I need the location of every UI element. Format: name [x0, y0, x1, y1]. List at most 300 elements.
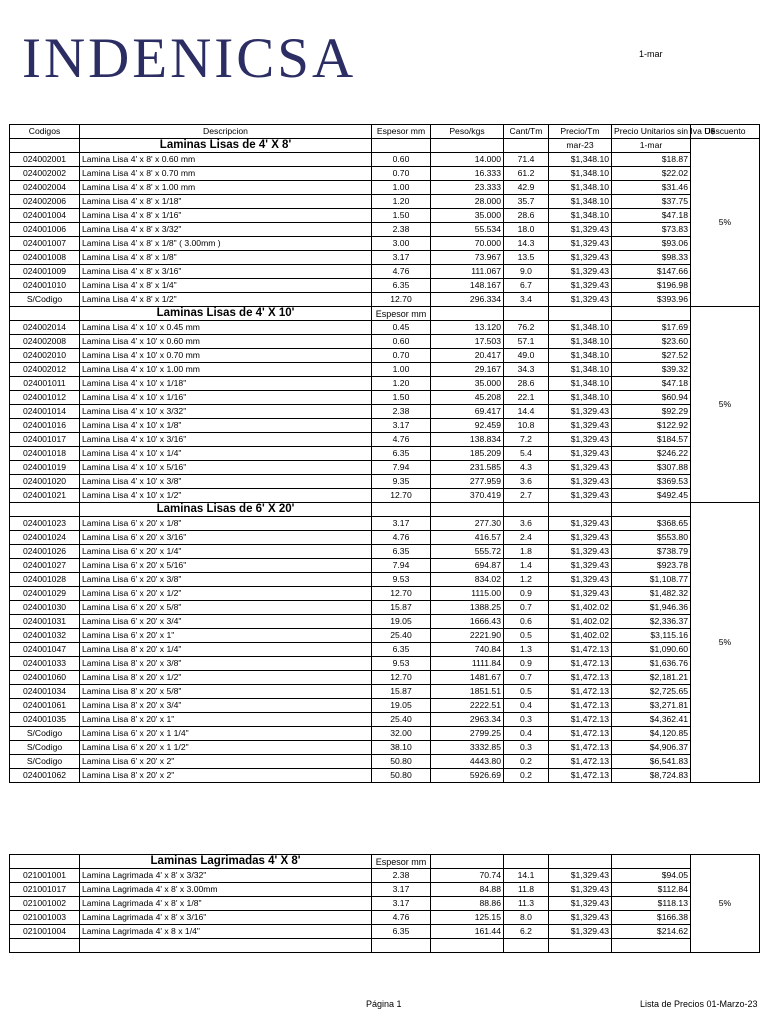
row-code: 024001019: [10, 461, 80, 475]
row-precio-unit: $73.83: [612, 223, 691, 237]
row-espesor: 3.17: [372, 883, 431, 897]
row-code: 024001026: [10, 545, 80, 559]
row-precio-unit: $118.13: [612, 897, 691, 911]
row-precio-unit: $1,636.76: [612, 657, 691, 671]
row-description: Lamina Lisa 6' x 20' x 1": [80, 629, 372, 643]
row-peso: 29.167: [431, 363, 504, 377]
row-peso: 20.417: [431, 349, 504, 363]
row-precio-unit: $4,362.41: [612, 713, 691, 727]
row-espesor: 25.40: [372, 629, 431, 643]
row-description: Lamina Lisa 6' x 20' x 2": [80, 755, 372, 769]
row-precio-unit: $4,120.85: [612, 727, 691, 741]
header-descuento: Descuento: [691, 125, 760, 139]
row-cant: 1.2: [504, 573, 549, 587]
table-row: [10, 237, 760, 251]
row-precio-unit: $166.38: [612, 911, 691, 925]
row-code: S/Codigo: [10, 727, 80, 741]
row-precio-tm: $1,348.10: [549, 195, 612, 209]
row-precio-tm: $1,402.02: [549, 629, 612, 643]
section-peso-empty: [431, 307, 504, 321]
row-precio-tm: $1,402.02: [549, 615, 612, 629]
row-espesor: 32.00: [372, 727, 431, 741]
row-peso: 1111.84: [431, 657, 504, 671]
table-row: [10, 727, 760, 741]
row-description: Lamina Lisa 4' x 8' x 1/16": [80, 209, 372, 223]
row-code: 024001011: [10, 377, 80, 391]
row-precio-tm: $1,348.10: [549, 377, 612, 391]
row-precio-unit: $92.29: [612, 405, 691, 419]
row-espesor: 7.94: [372, 461, 431, 475]
row-peso: 138.834: [431, 433, 504, 447]
row-precio-tm: $1,472.13: [549, 755, 612, 769]
row-code: 024002014: [10, 321, 80, 335]
row-peso: 161.44: [431, 925, 504, 939]
row-code: 024001006: [10, 223, 80, 237]
footer-page-number: Página 1: [366, 999, 402, 1009]
section-title: Laminas Lisas de 4' X 8': [80, 139, 372, 153]
table-row: [10, 391, 760, 405]
row-cant: 0.4: [504, 699, 549, 713]
row-code: 024001009: [10, 265, 80, 279]
table-row: [10, 167, 760, 181]
row-precio-unit: $1,946.36: [612, 601, 691, 615]
row-peso: 1115.00: [431, 587, 504, 601]
row-precio-unit: $112.84: [612, 883, 691, 897]
row-espesor: 6.35: [372, 447, 431, 461]
row-description: Lamina Lagrimada 4' x 8' x 3/32": [80, 869, 372, 883]
table-row: [10, 699, 760, 713]
row-code: 024001020: [10, 475, 80, 489]
row-cant: 0.6: [504, 615, 549, 629]
row-espesor: 3.17: [372, 419, 431, 433]
row-precio-unit: $1,108.77: [612, 573, 691, 587]
row-cant: 0.2: [504, 755, 549, 769]
row-espesor: 12.70: [372, 489, 431, 503]
row-precio-tm: $1,329.43: [549, 559, 612, 573]
row-code: 024001062: [10, 769, 80, 783]
row-peso: 5926.69: [431, 769, 504, 783]
table-row: [10, 869, 760, 883]
row-precio-unit: $393.96: [612, 293, 691, 307]
row-precio-unit: $17.69: [612, 321, 691, 335]
section-discount: 5%: [691, 503, 760, 783]
header-codigos: Codigos: [10, 125, 80, 139]
row-peso: 1481.67: [431, 671, 504, 685]
section-cant-empty: [504, 503, 549, 517]
row-peso: 35.000: [431, 377, 504, 391]
section-code-empty: [10, 139, 80, 153]
header-peso: Peso/kgs: [431, 125, 504, 139]
row-precio-unit: $27.52: [612, 349, 691, 363]
row-description: Lamina Lisa 4' x 10' x 1/2": [80, 489, 372, 503]
row-cant: 6.2: [504, 925, 549, 939]
blank-cell: [549, 939, 612, 953]
row-code: 024001017: [10, 433, 80, 447]
row-description: Lamina Lisa 4' x 10' x 0.45 mm: [80, 321, 372, 335]
row-espesor: 9.35: [372, 475, 431, 489]
row-code: 024001004: [10, 209, 80, 223]
row-precio-unit: $3,271.81: [612, 699, 691, 713]
row-espesor: 4.76: [372, 433, 431, 447]
row-description: Lamina Lisa 8' x 20' x 3/4": [80, 699, 372, 713]
row-precio-tm: $1,329.43: [549, 293, 612, 307]
row-peso: 834.02: [431, 573, 504, 587]
row-cant: 1.3: [504, 643, 549, 657]
row-precio-unit: $368.65: [612, 517, 691, 531]
row-description: Lamina Lisa 4' x 10' x 3/8": [80, 475, 372, 489]
row-peso: 555.72: [431, 545, 504, 559]
row-espesor: 38.10: [372, 741, 431, 755]
table-row: [10, 447, 760, 461]
row-precio-unit: $18.87: [612, 153, 691, 167]
row-code: 024001034: [10, 685, 80, 699]
row-peso: 13.120: [431, 321, 504, 335]
row-peso: 1666.43: [431, 615, 504, 629]
table-row: [10, 587, 760, 601]
row-peso: 2963.34: [431, 713, 504, 727]
table-row: [10, 419, 760, 433]
row-espesor: 2.38: [372, 869, 431, 883]
row-espesor: 50.80: [372, 755, 431, 769]
row-espesor: 12.70: [372, 671, 431, 685]
section-precio-unit-label: [612, 855, 691, 869]
row-description: Lamina Lisa 6' x 20' x 1/8": [80, 517, 372, 531]
row-precio-unit: $246.22: [612, 447, 691, 461]
row-cant: 71.4: [504, 153, 549, 167]
row-cant: 1.4: [504, 559, 549, 573]
row-peso: 45.208: [431, 391, 504, 405]
table-row: [10, 181, 760, 195]
section-espesor-label: Espesor mm: [372, 307, 431, 321]
row-precio-tm: $1,348.10: [549, 153, 612, 167]
blank-cell: [431, 939, 504, 953]
row-precio-unit: $47.18: [612, 377, 691, 391]
row-cant: 14.3: [504, 237, 549, 251]
row-peso: 277.959: [431, 475, 504, 489]
section-discount: 5%: [691, 307, 760, 503]
row-code: 024002002: [10, 167, 80, 181]
table-row: [10, 265, 760, 279]
table-row: [10, 755, 760, 769]
row-cant: 3.6: [504, 517, 549, 531]
row-description: Lamina Lisa 4' x 8' x 3/32": [80, 223, 372, 237]
row-precio-tm: $1,329.43: [549, 545, 612, 559]
row-espesor: 1.50: [372, 391, 431, 405]
row-cant: 14.4: [504, 405, 549, 419]
row-espesor: 7.94: [372, 559, 431, 573]
row-code: 024001035: [10, 713, 80, 727]
table-row: [10, 433, 760, 447]
row-peso: 16.333: [431, 167, 504, 181]
row-code: 024001018: [10, 447, 80, 461]
table-row: [10, 713, 760, 727]
row-code: 024001012: [10, 391, 80, 405]
row-precio-tm: $1,329.43: [549, 531, 612, 545]
row-precio-tm: $1,329.43: [549, 237, 612, 251]
row-precio-tm: $1,329.43: [549, 419, 612, 433]
row-peso: 2799.25: [431, 727, 504, 741]
row-precio-unit: $2,181.21: [612, 671, 691, 685]
row-code: 024001030: [10, 601, 80, 615]
section-espesor-label: [372, 503, 431, 517]
row-precio-tm: $1,329.43: [549, 911, 612, 925]
table-row: [10, 531, 760, 545]
table-row: [10, 405, 760, 419]
blank-cell: [10, 939, 80, 953]
section-code-empty: [10, 855, 80, 869]
price-table: [9, 124, 760, 783]
row-precio-unit: $98.33: [612, 251, 691, 265]
row-description: Lamina Lisa 4' x 10' x 1/18": [80, 377, 372, 391]
row-peso: 3332.85: [431, 741, 504, 755]
row-cant: 22.1: [504, 391, 549, 405]
row-cant: 8.0: [504, 911, 549, 925]
section-precio-tm-label: [549, 307, 612, 321]
row-precio-unit: $1,482.32: [612, 587, 691, 601]
section-cant-empty: [504, 855, 549, 869]
section-peso-empty: [431, 855, 504, 869]
company-logo: INDENICSA: [22, 27, 357, 90]
row-peso: 28.000: [431, 195, 504, 209]
row-cant: 61.2: [504, 167, 549, 181]
row-description: Lamina Lisa 8' x 20' x 1/2": [80, 671, 372, 685]
lagrimada-table: [9, 854, 760, 953]
table-row: [10, 671, 760, 685]
row-espesor: 2.38: [372, 223, 431, 237]
row-precio-tm: $1,329.43: [549, 251, 612, 265]
section-cant-empty: [504, 307, 549, 321]
row-description: Lamina Lisa 4' x 8' x 0.60 mm: [80, 153, 372, 167]
row-espesor: 0.60: [372, 153, 431, 167]
row-cant: 28.6: [504, 377, 549, 391]
table-row: [10, 911, 760, 925]
table-row: [10, 223, 760, 237]
row-code: 024001029: [10, 587, 80, 601]
row-precio-tm: $1,329.43: [549, 461, 612, 475]
header-precio-unit: Precio Unitarios sin Iva U$: [612, 125, 691, 139]
table-row: [10, 363, 760, 377]
row-espesor: 4.76: [372, 531, 431, 545]
row-peso: 55.534: [431, 223, 504, 237]
row-description: Lamina Lisa 4' x 10' x 1/8": [80, 419, 372, 433]
row-peso: 4443.80: [431, 755, 504, 769]
row-description: Lamina Lisa 4' x 10' x 5/16": [80, 461, 372, 475]
row-peso: 35.000: [431, 209, 504, 223]
row-cant: 0.7: [504, 601, 549, 615]
row-description: Lamina Lisa 6' x 20' x 1/2": [80, 587, 372, 601]
row-espesor: 2.38: [372, 405, 431, 419]
row-description: Lamina Lisa 8' x 20' x 3/8": [80, 657, 372, 671]
row-peso: 69.417: [431, 405, 504, 419]
table-row: [10, 769, 760, 783]
row-description: Lamina Lisa 8' x 20' x 1": [80, 713, 372, 727]
row-espesor: 6.35: [372, 925, 431, 939]
row-cant: 11.3: [504, 897, 549, 911]
row-espesor: 9.53: [372, 573, 431, 587]
row-cant: 14.1: [504, 869, 549, 883]
row-cant: 0.4: [504, 727, 549, 741]
row-precio-tm: $1,472.13: [549, 727, 612, 741]
section-precio-unit-label: [612, 307, 691, 321]
row-precio-unit: $307.88: [612, 461, 691, 475]
row-cant: 0.2: [504, 769, 549, 783]
row-precio-tm: $1,348.10: [549, 209, 612, 223]
row-code: 024001023: [10, 517, 80, 531]
blank-cell: [504, 939, 549, 953]
row-peso: 73.967: [431, 251, 504, 265]
row-code: 021001004: [10, 925, 80, 939]
row-peso: 740.84: [431, 643, 504, 657]
header-date: 1-mar: [639, 49, 663, 59]
row-description: Lamina Lisa 4' x 8' x 1/8" ( 3.00mm ): [80, 237, 372, 251]
row-precio-tm: $1,472.13: [549, 685, 612, 699]
row-description: Lamina Lisa 6' x 20' x 5/8": [80, 601, 372, 615]
row-precio-tm: $1,472.13: [549, 643, 612, 657]
table-row: [10, 643, 760, 657]
row-cant: 0.3: [504, 713, 549, 727]
row-code: 024001010: [10, 279, 80, 293]
row-description: Lamina Lisa 8' x 20' x 1/4": [80, 643, 372, 657]
row-cant: 34.3: [504, 363, 549, 377]
row-espesor: 1.00: [372, 363, 431, 377]
row-cant: 7.2: [504, 433, 549, 447]
row-cant: 76.2: [504, 321, 549, 335]
row-precio-unit: $4,906.37: [612, 741, 691, 755]
row-code: 024002012: [10, 363, 80, 377]
row-precio-unit: $37.75: [612, 195, 691, 209]
row-precio-tm: $1,329.43: [549, 587, 612, 601]
table-row: [10, 461, 760, 475]
row-description: Lamina Lisa 4' x 10' x 0.60 mm: [80, 335, 372, 349]
row-code: 021001002: [10, 897, 80, 911]
row-precio-tm: $1,329.43: [549, 447, 612, 461]
table-row: [10, 559, 760, 573]
row-code: 024001007: [10, 237, 80, 251]
row-code: S/Codigo: [10, 741, 80, 755]
table-row: [10, 545, 760, 559]
row-espesor: 19.05: [372, 699, 431, 713]
row-peso: 694.87: [431, 559, 504, 573]
row-precio-tm: $1,472.13: [549, 713, 612, 727]
row-espesor: 1.50: [372, 209, 431, 223]
row-precio-tm: $1,329.43: [549, 489, 612, 503]
row-peso: 277.30: [431, 517, 504, 531]
row-precio-tm: $1,472.13: [549, 657, 612, 671]
row-precio-unit: $553.80: [612, 531, 691, 545]
row-precio-tm: $1,348.10: [549, 363, 612, 377]
row-precio-unit: $8,724.83: [612, 769, 691, 783]
row-espesor: 19.05: [372, 615, 431, 629]
section-code-empty: [10, 503, 80, 517]
row-description: Lamina Lisa 4' x 8' x 3/16": [80, 265, 372, 279]
row-peso: 70.000: [431, 237, 504, 251]
row-precio-unit: $93.06: [612, 237, 691, 251]
row-precio-tm: $1,402.02: [549, 601, 612, 615]
row-precio-unit: $31.46: [612, 181, 691, 195]
table-row: [10, 475, 760, 489]
row-precio-tm: $1,348.10: [549, 321, 612, 335]
row-code: 024001028: [10, 573, 80, 587]
row-cant: 3.4: [504, 293, 549, 307]
row-precio-unit: $369.53: [612, 475, 691, 489]
row-code: 024002008: [10, 335, 80, 349]
blank-cell: [372, 939, 431, 953]
table-row: [10, 251, 760, 265]
section-peso-empty: [431, 503, 504, 517]
row-code: 021001001: [10, 869, 80, 883]
row-description: Lamina Lisa 4' x 10' x 1/4": [80, 447, 372, 461]
row-cant: 35.7: [504, 195, 549, 209]
row-description: Lamina Lisa 6' x 20' x 1 1/2": [80, 741, 372, 755]
table-row: [10, 657, 760, 671]
row-cant: 57.1: [504, 335, 549, 349]
table-row: [10, 153, 760, 167]
row-precio-unit: $184.57: [612, 433, 691, 447]
row-precio-unit: $60.94: [612, 391, 691, 405]
table-row: [10, 897, 760, 911]
row-code: 024001031: [10, 615, 80, 629]
row-espesor: 4.76: [372, 265, 431, 279]
row-espesor: 1.20: [372, 195, 431, 209]
table-row: [10, 349, 760, 363]
section-title: Laminas Lisas de 6' X 20': [80, 503, 372, 517]
row-precio-unit: $196.98: [612, 279, 691, 293]
row-espesor: 3.17: [372, 897, 431, 911]
row-precio-unit: $94.05: [612, 869, 691, 883]
row-description: Lamina Lisa 4' x 10' x 0.70 mm: [80, 349, 372, 363]
blank-cell: [612, 939, 691, 953]
row-espesor: 3.17: [372, 517, 431, 531]
row-precio-unit: $738.79: [612, 545, 691, 559]
section-header-row: [10, 855, 760, 869]
row-code: S/Codigo: [10, 293, 80, 307]
row-espesor: 3.17: [372, 251, 431, 265]
row-cant: 2.7: [504, 489, 549, 503]
table-row: [10, 517, 760, 531]
row-description: Lamina Lisa 4' x 10' x 1.00 mm: [80, 363, 372, 377]
section-header-row: [10, 307, 760, 321]
row-peso: 23.333: [431, 181, 504, 195]
row-code: 024001060: [10, 671, 80, 685]
table-row: [10, 883, 760, 897]
row-description: Lamina Lisa 6' x 20' x 3/4": [80, 615, 372, 629]
row-precio-unit: $47.18: [612, 209, 691, 223]
row-precio-unit: $23.60: [612, 335, 691, 349]
row-cant: 0.5: [504, 685, 549, 699]
row-peso: 1851.51: [431, 685, 504, 699]
row-precio-tm: $1,329.43: [549, 573, 612, 587]
table-row: [10, 321, 760, 335]
row-cant: 6.7: [504, 279, 549, 293]
row-precio-tm: $1,329.43: [549, 405, 612, 419]
blank-cell: [80, 939, 372, 953]
row-code: 024001032: [10, 629, 80, 643]
row-precio-tm: $1,329.43: [549, 433, 612, 447]
row-cant: 4.3: [504, 461, 549, 475]
row-precio-tm: $1,348.10: [549, 335, 612, 349]
row-precio-unit: $2,336.37: [612, 615, 691, 629]
row-espesor: 6.35: [372, 545, 431, 559]
row-precio-tm: $1,329.43: [549, 517, 612, 531]
row-peso: 111.067: [431, 265, 504, 279]
row-precio-tm: $1,329.43: [549, 279, 612, 293]
row-cant: 9.0: [504, 265, 549, 279]
section-espesor-label: Espesor mm: [372, 855, 431, 869]
row-espesor: 4.76: [372, 911, 431, 925]
section-precio-tm-label: [549, 503, 612, 517]
row-precio-unit: $1,090.60: [612, 643, 691, 657]
row-espesor: 15.87: [372, 601, 431, 615]
